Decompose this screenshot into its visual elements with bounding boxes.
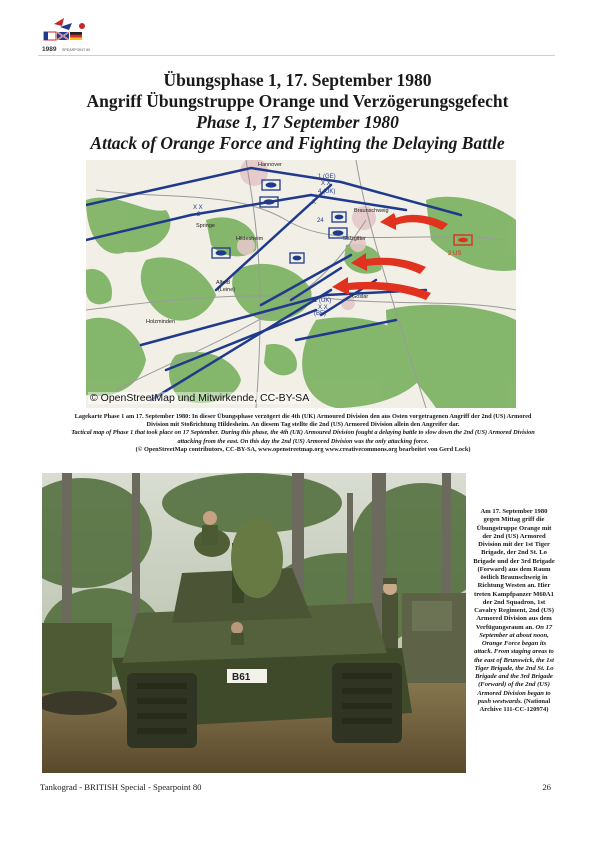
svg-text:1 (GE): 1 (GE) — [318, 174, 336, 180]
logo-subtext: SPEARPOINT 80 — [62, 48, 91, 52]
svg-text:Braunschweig: Braunschweig — [354, 208, 389, 214]
svg-text:4 (UK): 4 (UK) — [318, 189, 336, 195]
svg-text:2: 2 — [197, 212, 201, 218]
map-caption — [68, 413, 538, 454]
svg-text:24: 24 — [317, 218, 324, 224]
photo-caption — [472, 508, 556, 714]
photo-caption-source: (National Archive 111-CC-120974) — [479, 697, 551, 713]
svg-text:Goslar: Goslar — [352, 294, 369, 300]
tactical-map — [86, 160, 516, 408]
svg-text:Hildesheim: Hildesheim — [236, 236, 264, 242]
svg-text:Alfeld: Alfeld — [216, 280, 230, 286]
page-number: 26 — [542, 782, 551, 792]
svg-text:Springe: Springe — [196, 223, 215, 229]
svg-text:Hannover: Hannover — [258, 162, 282, 168]
title-english-line2: Attack of Orange Force and Fighting the Delaying Battle — [90, 133, 505, 153]
logo-year: 1989 — [42, 46, 57, 53]
tank-marking: B61 — [232, 672, 251, 683]
svg-text:Holzminden: Holzminden — [146, 319, 176, 325]
svg-text:X: X — [312, 200, 317, 206]
publisher-logo — [38, 14, 92, 58]
tank-photo — [42, 473, 466, 773]
caption-german: Lagekarte Phase 1 am 17. September 1980: In dieser Übungsphase verzögert die 4th (UK) Armoured Division den aus Osten vorgetragenen Angriff der 2nd (US) Armored Division mit Stoßrichtung Hildesheim. An diesem Tag stellte die 2nd (US) Armored Division allein den Angreifer dar. — [74, 413, 532, 429]
svg-text:X X: X X — [318, 305, 328, 311]
photo-caption-german: Am 17. September 1980 gegen Mittag griff die Übungstruppe Orange mit der 2nd (US) Armored Division mit der 1st Tiger Brigade, der 2nd St. Lo Brigade und der 3rd Brigade (Forward) aus dem Raum östlich Braunschweig in Richtung Westen an. Hier treten Kampfpanzer M60A1 der 2nd Squadron, 1st Cavalry Regiment, 2nd (US) Armored Division aus dem Verfügungsraum an. — [473, 508, 555, 631]
svg-text:(Leine): (Leine) — [218, 287, 236, 293]
title-block — [40, 70, 555, 154]
photo-caption-english: On 17 September at about noon, Orange Force began its attack. From staging areas to the east of Brunswick, the 1st Tiger Brigade, the 2nd St. Lo Brigade and the 3rd Brigade (Forward) of the 2nd (US) Armored Division began to push westwards. — [474, 623, 554, 705]
title-english-line1: Phase 1, 17 September 1980 — [196, 112, 399, 132]
svg-text:X X: X X — [321, 181, 331, 187]
caption-english: Tactical map of Phase 1 that took place on 17 September. During this phase, the 4th (UK) Armoured Division fought a delaying battle to slow down the 2nd (US) Armored Division attacking from the east. On this day the 2nd (US) Armored Division was the only attacking force. — [71, 429, 535, 445]
svg-text:2 US: 2 US — [448, 251, 462, 257]
svg-text:1 (UK): 1 (UK) — [314, 298, 332, 304]
caption-source: (© OpenStreetMap contributors, CC-BY-SA, www.openstreetmap.org www.creativecommons.org bearbeitet von Gerd Lock) — [135, 445, 471, 453]
header-rule — [38, 55, 555, 56]
svg-text:Salzgitter: Salzgitter — [343, 236, 366, 242]
title-german-line2: Angriff Übungstruppe Orange und Verzögerungsgefecht — [86, 91, 509, 111]
svg-text:X X: X X — [193, 205, 203, 211]
map-credit: © OpenStreetMap und Mitwirkende, CC-BY-SA — [90, 392, 310, 404]
svg-text:(BE): (BE) — [314, 311, 326, 317]
title-german-line1: Übungsphase 1, 17. September 1980 — [163, 70, 432, 90]
footer-publication: Tankograd - BRITISH Special - Spearpoint 80 — [40, 782, 202, 792]
